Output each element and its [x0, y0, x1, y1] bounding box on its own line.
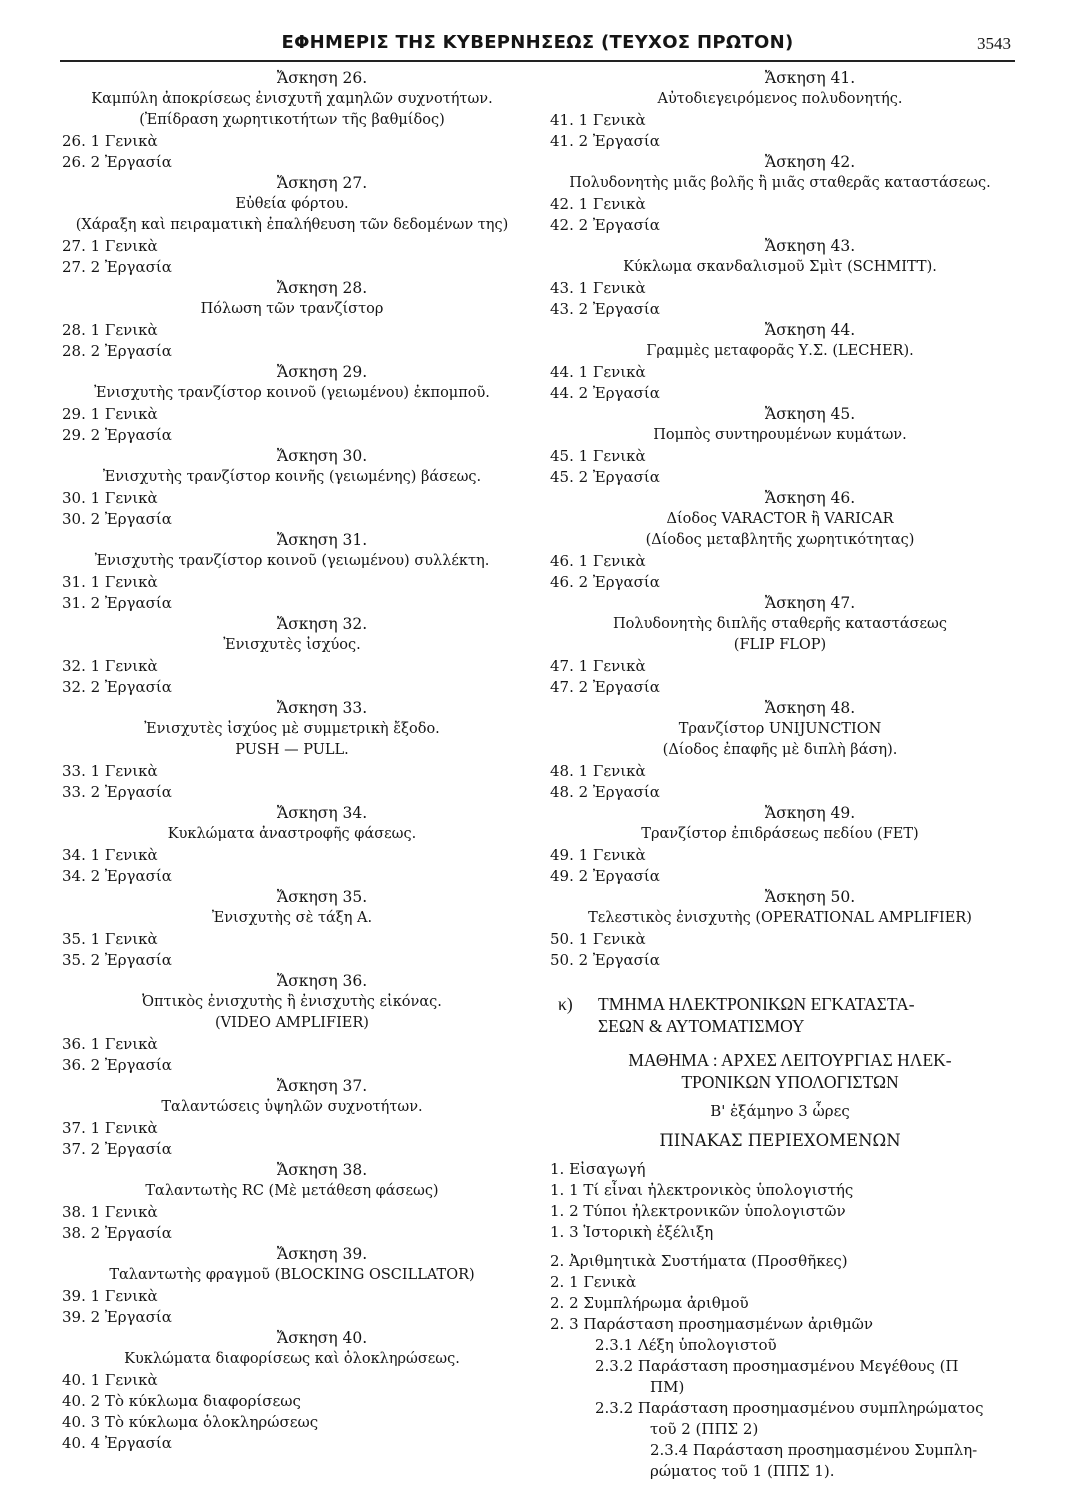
exercise-title: Ἄσκηση 35. — [276, 888, 368, 906]
exercise-subject: Ταλαντώσεις ὑψηλῶν συχνοτήτων. — [161, 1099, 423, 1115]
exercise-subject: Τρανζίστορ UNIJUNCTION — [678, 721, 882, 737]
exercise-subject: Πολυδονητὴς διπλῆς σταθερῆς καταστάσεως — [613, 616, 947, 632]
list-item: 29. 2 Ἐργασία — [62, 426, 172, 444]
exercise-subject: Κυκλώματα ἀναστροφῆς φάσεως. — [167, 826, 417, 842]
exercise-subject: Ἐνισχυτὲς ἰσχύος. — [223, 637, 361, 653]
exercise-subject: Εὐθεία φόρτου. — [235, 196, 349, 212]
list-item: 31. 2 Ἐργασία — [62, 594, 172, 612]
list-item: 28. 2 Ἐργασία — [62, 342, 172, 360]
toc-item: 2. Ἀριθμητικὰ Συστήματα (Προσθῆκες) — [550, 1252, 848, 1270]
exercise-title: Ἄσκηση 34. — [276, 804, 368, 822]
exercise-title: Ἄσκηση 27. — [276, 174, 368, 192]
toc-item-continuation: τοῦ 2 (ΠΠΣ 2) — [650, 1420, 759, 1438]
list-item: 35. 2 Ἐργασία — [62, 951, 172, 969]
list-item: 33. 2 Ἐργασία — [62, 783, 172, 801]
department-letter: κ) — [558, 994, 573, 1014]
left-column — [62, 68, 522, 1454]
list-item: 32. 2 Ἐργασία — [62, 678, 172, 696]
list-item: 26. 2 Ἐργασία — [62, 153, 172, 171]
list-item: 48. 2 Ἐργασία — [550, 783, 660, 801]
department-heading — [550, 993, 1010, 1037]
exercise-title: Ἄσκηση 41. — [764, 69, 856, 87]
exercise-subject-note: (FLIP FLOP) — [733, 637, 827, 653]
exercise-title: Ἄσκηση 30. — [276, 447, 368, 465]
exercise-title: Ἄσκηση 48. — [764, 699, 856, 717]
exercise-subject: Πομπὸς συντηρουμένων κυμάτων. — [653, 427, 907, 443]
list-item: 47. 2 Ἐργασία — [550, 678, 660, 696]
list-item: 48. 1 Γενικὰ — [550, 762, 646, 780]
exercise-subject-note: (VIDEO AMPLIFIER) — [215, 1015, 369, 1031]
list-item: 39. 1 Γενικὰ — [62, 1287, 158, 1305]
list-item: 43. 1 Γενικὰ — [550, 279, 646, 297]
list-item: 43. 2 Ἐργασία — [550, 300, 660, 318]
toc-item: 2.3.1 Λέξη ὑπολογιστοῦ — [595, 1336, 777, 1354]
list-item: 30. 2 Ἐργασία — [62, 510, 172, 528]
list-item: 40. 2 Τὸ κύκλωμα διαφορίσεως — [62, 1392, 301, 1410]
exercise-title: Ἄσκηση 36. — [276, 972, 368, 990]
exercise-title: Ἄσκηση 39. — [276, 1245, 368, 1263]
list-item: 35. 1 Γενικὰ — [62, 930, 158, 948]
exercise-subject: Γραμμὲς μεταφορᾶς Υ.Σ. (LECHER). — [646, 343, 914, 359]
toc-item: 1. 3 Ἱστορικὴ ἐξέλιξη — [550, 1223, 714, 1241]
course-title-line: ΤΡΟΝΙΚΩΝ ΥΠΟΛΟΓΙΣΤΩΝ — [681, 1072, 899, 1092]
list-item: 31. 1 Γενικὰ — [62, 573, 158, 591]
exercise-subject: Αὐτοδιεγειρόμενος πολυδονητής. — [657, 91, 903, 107]
toc-item: 1. 1 Τί εἶναι ἠλεκτρονικὸς ὑπολογιστής — [550, 1181, 854, 1199]
list-item: 44. 2 Ἐργασία — [550, 384, 660, 402]
department-line: ΣΕΩΝ & ΑΥΤΟΜΑΤΙΣΜΟΥ — [598, 1016, 805, 1036]
exercise-title: Ἄσκηση 49. — [764, 804, 856, 822]
exercise-subject: Ταλαντωτὴς φραγμοῦ (BLOCKING OSCILLATOR) — [109, 1267, 475, 1283]
list-item: 33. 1 Γενικὰ — [62, 762, 158, 780]
course-title-line: ΜΑΘΗΜΑ : ΑΡΧΕΣ ΛΕΙΤΟΥΡΓΙΑΣ ΗΛΕΚ- — [628, 1050, 952, 1070]
list-item: 39. 2 Ἐργασία — [62, 1308, 172, 1326]
list-item: 36. 2 Ἐργασία — [62, 1056, 172, 1074]
exercise-subject: Πολυδονητὴς μιᾶς βολῆς ἢ μιᾶς σταθερᾶς καταστάσεως. — [569, 175, 991, 191]
list-item: 45. 1 Γενικὰ — [550, 447, 646, 465]
exercise-title: Ἄσκηση 32. — [276, 615, 368, 633]
list-item: 41. 2 Ἐργασία — [550, 132, 660, 150]
exercise-subject: Ἐνισχυτὴς σὲ τάξη Α. — [211, 910, 373, 926]
list-item: 26. 1 Γενικὰ — [62, 132, 158, 150]
list-item: 44. 1 Γενικὰ — [550, 363, 646, 381]
exercise-subject: Ταλαντωτὴς RC (Μὲ μετάθεση φάσεως) — [145, 1183, 439, 1199]
exercise-subject-note: (Δίοδος ἐπαφῆς μὲ διπλὴ βάση). — [662, 742, 898, 758]
list-item: 42. 1 Γενικὰ — [550, 195, 646, 213]
toc-item: 2. 2 Συμπλήρωμα ἀριθμοῦ — [550, 1294, 749, 1312]
exercise-subject: Ἐνισχυτὲς ἰσχύος μὲ συμμετρικὴ ἔξοδο. — [144, 721, 440, 737]
exercise-subject-note: (Χάραξη καὶ πειραματικὴ ἐπαλήθευση τῶν δεδομένων της) — [75, 217, 509, 233]
toc-item: 1. Εἰσαγωγή — [550, 1160, 646, 1178]
exercise-title: Ἄσκηση 29. — [276, 363, 368, 381]
exercise-subject: Κύκλωμα σκανδαλισμοῦ Σμὶτ (SCHMITT). — [623, 259, 937, 275]
exercise-title: Ἄσκηση 28. — [276, 279, 368, 297]
list-item: 47. 1 Γενικὰ — [550, 657, 646, 675]
list-item: 38. 2 Ἐργασία — [62, 1224, 172, 1242]
list-item: 50. 2 Ἐργασία — [550, 951, 660, 969]
exercise-subject: Δίοδος VARACTOR ἢ VARICAR — [666, 511, 894, 527]
exercise-title: Ἄσκηση 46. — [764, 489, 856, 507]
list-item: 37. 1 Γενικὰ — [62, 1119, 158, 1137]
exercise-title: Ἄσκηση 42. — [764, 153, 856, 171]
toc-item: 2.3.2 Παράσταση προσημασμένου συμπληρώματος — [595, 1399, 984, 1417]
exercise-title: Ἄσκηση 38. — [276, 1161, 368, 1179]
page-number: 3543 — [977, 34, 1011, 53]
exercise-title: Ἄσκηση 47. — [764, 594, 856, 612]
course-heading — [550, 1049, 1010, 1093]
exercise-title: Ἄσκηση 43. — [764, 237, 856, 255]
right-column — [550, 68, 1010, 1482]
list-item: 38. 1 Γενικὰ — [62, 1203, 158, 1221]
exercise-subject: Καμπύλη ἀποκρίσεως ἐνισχυτῆ χαμηλῶν συχνοτήτων. — [91, 91, 493, 107]
exercise-subject-note: PUSH — PULL. — [235, 742, 349, 758]
gazette-title: ΕΦΗΜΕΡΙΣ ΤΗΣ ΚΥΒΕΡΝΗΣΕΩΣ (ΤΕΥΧΟΣ ΠΡΩΤΟΝ) — [281, 32, 794, 53]
toc-item-continuation: ΠΜ) — [650, 1378, 685, 1396]
exercise-subject-note: (Ἐπίδραση χωρητικοτήτων τῆς βαθμίδος) — [139, 112, 445, 128]
list-item: 45. 2 Ἐργασία — [550, 468, 660, 486]
list-item: 28. 1 Γενικὰ — [62, 321, 158, 339]
list-item: 40. 4 Ἐργασία — [62, 1434, 172, 1452]
exercise-subject: Τελεστικὸς ἐνισχυτὴς (OPERATIONAL AMPLIFIER) — [588, 910, 972, 926]
list-item: 49. 2 Ἐργασία — [550, 867, 660, 885]
list-item: 27. 2 Ἐργασία — [62, 258, 172, 276]
exercise-subject: Ἐνισχυτὴς τρανζίστορ κοινοῦ (γειωμένου) ἐκπομποῦ. — [94, 385, 490, 401]
list-item: 27. 1 Γενικὰ — [62, 237, 158, 255]
list-item: 36. 1 Γενικὰ — [62, 1035, 158, 1053]
exercise-subject: Πόλωση τῶν τρανζίστορ — [200, 301, 384, 317]
list-item: 30. 1 Γενικὰ — [62, 489, 158, 507]
list-item: 37. 2 Ἐργασία — [62, 1140, 172, 1158]
exercise-title: Ἄσκηση 45. — [764, 405, 856, 423]
list-item: 50. 1 Γενικὰ — [550, 930, 646, 948]
exercise-subject: Κυκλώματα διαφορίσεως καὶ ὁλοκληρώσεως. — [124, 1351, 460, 1367]
exercise-subject: Ὀπτικὸς ἐνισχυτὴς ἢ ἐνισχυτὴς εἰκόνας. — [142, 994, 442, 1010]
exercise-title: Ἄσκηση 37. — [276, 1077, 368, 1095]
exercise-title: Ἄσκηση 31. — [276, 531, 368, 549]
semester-info: Β' ἑξάμηνο 3 ὧρες — [710, 1102, 850, 1120]
exercise-title: Ἄσκηση 26. — [276, 69, 368, 87]
exercise-title: Ἄσκηση 33. — [276, 699, 368, 717]
list-item: 46. 1 Γενικὰ — [550, 552, 646, 570]
list-item: 46. 2 Ἐργασία — [550, 573, 660, 591]
exercise-title: Ἄσκηση 50. — [764, 888, 856, 906]
list-item: 34. 1 Γενικὰ — [62, 846, 158, 864]
list-item: 32. 1 Γενικὰ — [62, 657, 158, 675]
exercise-subject: Ἐνισχυτὴς τρανζίστορ κοινοῦ (γειωμένου) συλλέκτη. — [94, 553, 490, 569]
exercise-subject-note: (Δίοδος μεταβλητῆς χωρητικότητας) — [645, 532, 915, 548]
toc-item: 1. 2 Τύποι ἠλεκτρονικῶν ὑπολογιστῶν — [550, 1202, 846, 1220]
list-item: 41. 1 Γενικὰ — [550, 111, 646, 129]
department-line: ΤΜΗΜΑ ΗΛΕΚΤΡΟΝΙΚΩΝ ΕΓΚΑΤΑΣΤΑ- — [598, 994, 915, 1014]
toc-title: ΠΙΝΑΚΑΣ ΠΕΡΙΕΧΟΜΕΝΩΝ — [659, 1131, 901, 1150]
list-item: 49. 1 Γενικὰ — [550, 846, 646, 864]
exercise-subject: Τρανζίστορ ἐπιδράσεως πεδίου (FET) — [641, 826, 919, 842]
exercise-subject: Ἐνισχυτὴς τρανζίστορ κοινῆς (γειωμένης) βάσεως. — [102, 469, 482, 485]
toc-item-continuation: ρώματος τοῦ 1 (ΠΠΣ 1). — [650, 1462, 835, 1480]
list-item: 34. 2 Ἐργασία — [62, 867, 172, 885]
list-item: 42. 2 Ἐργασία — [550, 216, 660, 234]
toc-item: 2. 1 Γενικὰ — [550, 1273, 637, 1291]
exercise-title: Ἄσκηση 40. — [276, 1329, 368, 1347]
page-header — [60, 30, 1015, 62]
toc-item: 2. 3 Παράσταση προσημασμένων ἀριθμῶν — [550, 1315, 873, 1333]
list-item: 40. 1 Γενικὰ — [62, 1371, 158, 1389]
list-item: 29. 1 Γενικὰ — [62, 405, 158, 423]
toc-item: 2.3.2 Παράσταση προσημασμένου Μεγέθους (Π — [595, 1357, 959, 1375]
toc-item: 2.3.4 Παράσταση προσημασμένου Συμπλη- — [650, 1441, 978, 1459]
list-item: 40. 3 Τὸ κύκλωμα ὁλοκληρώσεως — [62, 1413, 319, 1431]
exercise-title: Ἄσκηση 44. — [764, 321, 856, 339]
